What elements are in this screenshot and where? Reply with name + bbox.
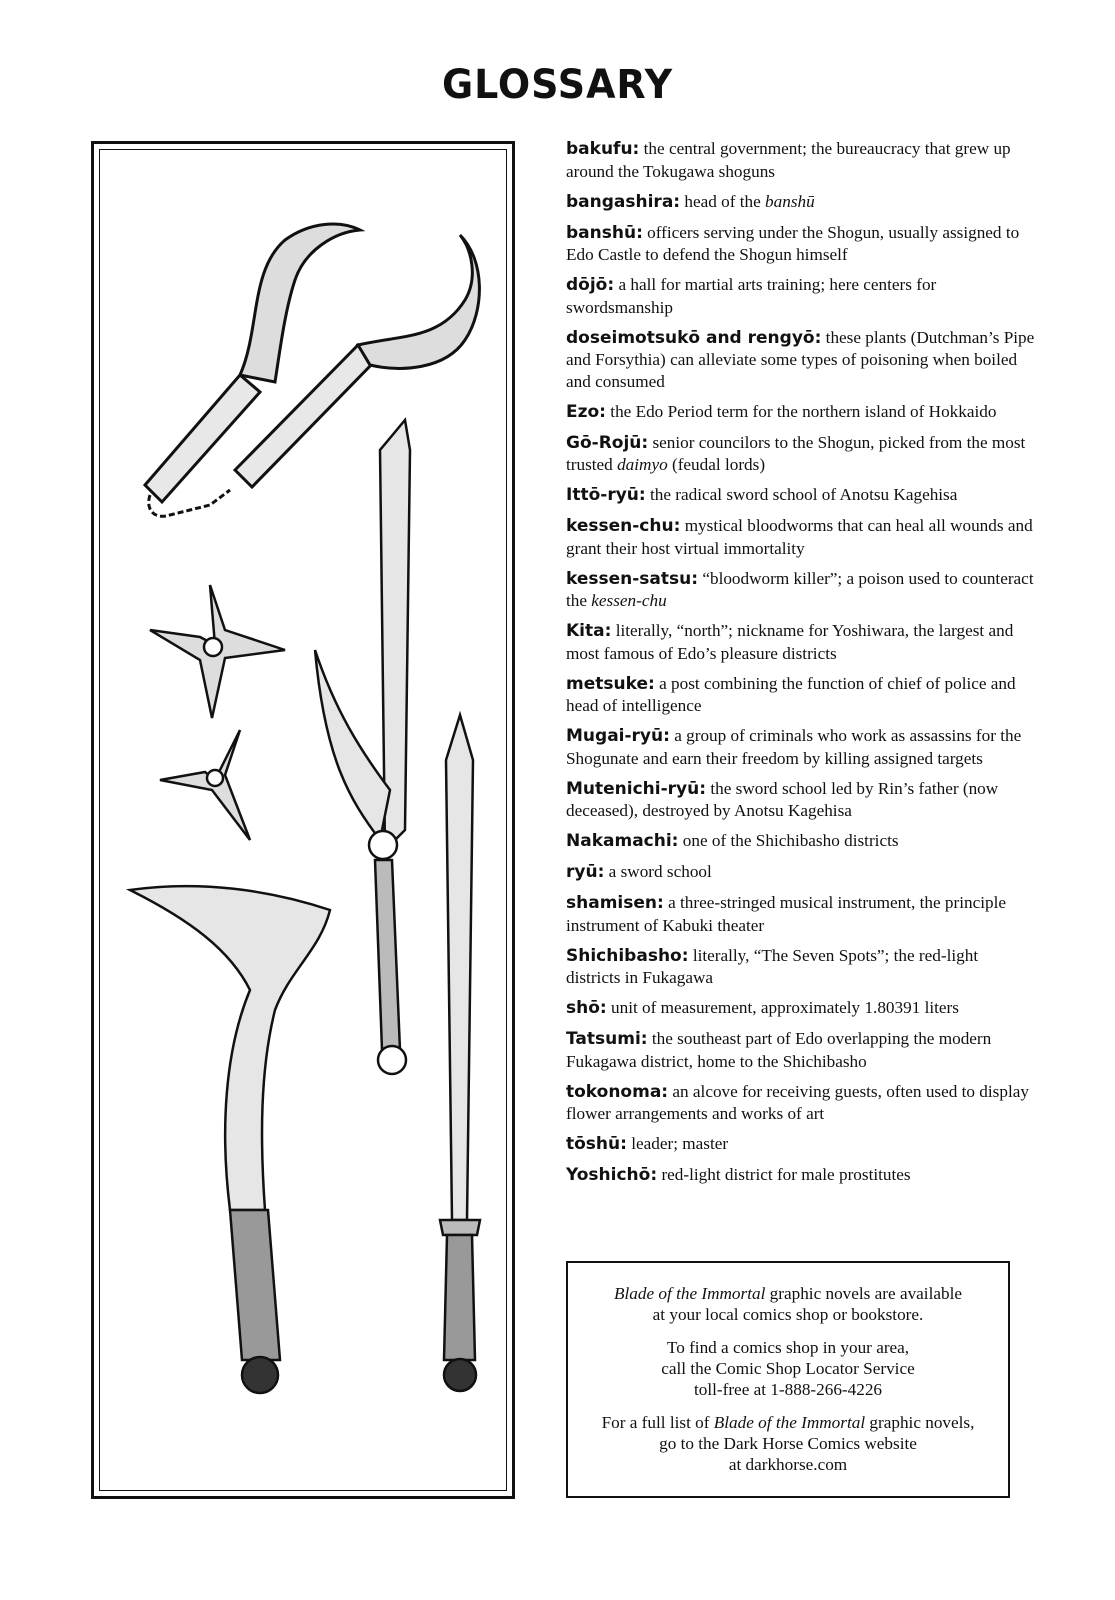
info-text: at darkhorse.com <box>728 1455 848 1474</box>
glossary-term: Shichibasho: <box>566 945 689 966</box>
weapons-illustration <box>100 150 510 1494</box>
shuriken-large-drawing <box>150 585 285 718</box>
glossary-definition-italic: banshū <box>765 191 815 211</box>
shuriken-small-drawing <box>160 730 250 840</box>
glossary-definition: “bloodworm killer”; a poison used to counteract the <box>566 568 1034 610</box>
glossary-definition: the central government; the bureaucracy that grew up around the Tokugawa shoguns <box>566 139 1011 181</box>
glossary-definition: a hall for martial arts training; here centers for swordsmanship <box>566 275 937 317</box>
glossary-definition: the radical sword school of Anotsu Kagehisa <box>645 485 958 504</box>
glossary-definition: head of the <box>680 191 766 211</box>
glossary-entry <box>566 401 1036 424</box>
glossary-term: tōshū: <box>566 1134 627 1154</box>
glossary-term: tokonoma: <box>566 1081 669 1102</box>
info-paragraph-website <box>584 1412 992 1475</box>
glossary-definition: the southeast part of Edo overlapping the modern Fukagawa district, home to the Shichibasho <box>566 1029 992 1071</box>
glossary-entry <box>566 274 1036 318</box>
info-text: To find a comics shop in your area, <box>666 1338 910 1357</box>
glossary-entry <box>566 191 1036 214</box>
glossary-definition: literally, “The Seven Spots”; the red-light districts in Fukagawa <box>566 945 979 987</box>
info-text: For a full list of <box>601 1413 714 1432</box>
glossary-entry <box>566 1081 1036 1125</box>
glossary-entry <box>566 1133 1036 1156</box>
trident-blade-drawing <box>315 420 410 1074</box>
glossary-definition: leader; master <box>626 1134 729 1153</box>
glossary-term: Mutenichi-ryū: <box>566 778 707 799</box>
info-text: call the Comic Shop Locator Service <box>661 1359 915 1378</box>
info-text: graphic novels are available <box>765 1284 962 1303</box>
glossary-term: doseimotsukō and rengyō: <box>566 327 822 348</box>
info-text: go to the Dark Horse Comics website <box>659 1434 917 1453</box>
glossary-entry <box>566 945 1036 989</box>
glossary-list <box>566 138 1036 1195</box>
illustration-frame <box>91 141 515 1499</box>
glossary-definition: senior councilors to the Shogun, picked from the most trusted <box>566 432 1026 474</box>
glossary-entry <box>566 861 1036 884</box>
glossary-definition-italic: daimyo <box>617 455 668 474</box>
info-paragraph-availability <box>584 1283 992 1325</box>
glossary-definition: one of the Shichibasho districts <box>678 831 899 850</box>
info-text-italic: Blade of the Immortal <box>614 1284 766 1303</box>
glossary-entry <box>566 484 1036 507</box>
glossary-entry <box>566 515 1036 559</box>
glossary-definition: a three-stringed musical instrument, the principle instrument of Kabuki theater <box>566 893 1007 935</box>
glossary-term: Mugai-ryū: <box>566 726 670 746</box>
info-text: at your local comics shop or bookstore. <box>652 1305 924 1324</box>
glossary-term: Tatsumi: <box>566 1029 648 1049</box>
glossary-entry <box>566 327 1036 393</box>
glossary-entry <box>566 432 1036 476</box>
glossary-term: dōjō: <box>566 275 615 295</box>
availability-info-box <box>566 1261 1010 1498</box>
info-text: toll-free at 1-888-266-4226 <box>693 1380 883 1399</box>
straight-sword-drawing <box>440 715 480 1391</box>
page-title: GLOSSARY <box>441 62 674 108</box>
glossary-definition: (feudal lords) <box>667 455 766 474</box>
glossary-term: shamisen: <box>566 893 664 913</box>
glossary-term: shō: <box>566 998 607 1018</box>
glossary-term: kessen-satsu: <box>566 568 699 589</box>
glossary-term: kessen-chu: <box>566 516 681 536</box>
glossary-definition: an alcove for receiving guests, often used to display flower arrangements and works of art <box>566 1081 1029 1123</box>
glossary-definition: a post combining the function of chief of police and head of intelligence <box>566 673 1016 715</box>
info-paragraph-shop-locator <box>584 1337 992 1400</box>
glossary-entry <box>566 892 1036 936</box>
glossary-definition: mystical bloodworms that can heal all wounds and grant their host virtual immortality <box>566 516 1033 558</box>
glossary-definition: unit of measurement, approximately 1.80391 liters <box>606 998 959 1017</box>
info-text: graphic novels, <box>865 1413 975 1432</box>
glossary-definition: these plants (Dutchman’s Pipe and Forsythia) can alleviate some types of poisoning when boiled and consumed <box>566 327 1035 391</box>
glossary-term: bakufu: <box>566 139 640 159</box>
glossary-term: ryū: <box>566 862 605 882</box>
info-text-italic: Blade of the Immortal <box>713 1413 866 1432</box>
glossary-term: metsuke: <box>566 673 655 694</box>
glossary-entry <box>566 997 1036 1020</box>
glossary-entry <box>566 1028 1036 1072</box>
glossary-entry <box>566 1164 1036 1187</box>
glossary-definition: the Edo Period term for the northern island of Hokkaido <box>606 401 997 421</box>
glossary-term: Kita: <box>566 621 612 641</box>
glossary-entry <box>566 725 1036 769</box>
glossary-term: Ittō-ryū: <box>566 485 646 505</box>
glossary-term: Yoshichō: <box>566 1165 658 1185</box>
glossary-definition: a sword school <box>604 862 712 881</box>
illustration-panel <box>99 149 507 1491</box>
glossary-entry <box>566 673 1036 717</box>
glossary-definition: red-light district for male prostitutes <box>657 1165 911 1184</box>
glossary-entry <box>566 778 1036 822</box>
glossary-definition: a group of criminals who work as assassins for the Shogunate and earn their freedom by killing assigned targets <box>566 726 1022 768</box>
glossary-term: Gō-Rojū: <box>566 432 649 453</box>
hooked-blade-drawing <box>130 886 330 1393</box>
glossary-term: Ezo: <box>566 401 606 422</box>
glossary-term: Nakamachi: <box>566 831 679 851</box>
glossary-entry <box>566 222 1036 266</box>
glossary-term: banshū: <box>566 222 643 243</box>
glossary-entry <box>566 620 1036 664</box>
glossary-definition-italic: kessen-chu <box>591 591 667 610</box>
glossary-entry <box>566 830 1036 853</box>
glossary-definition: literally, “north”; nickname for Yoshiwara, the largest and most famous of Edo’s pleasure districts <box>566 621 1014 663</box>
glossary-definition: the sword school led by Rin’s father (now deceased), destroyed by Anotsu Kagehisa <box>566 778 999 820</box>
glossary-entry <box>566 138 1036 182</box>
glossary-term: bangashira: <box>566 191 681 212</box>
glossary-entry <box>566 568 1036 612</box>
chained-sickles-drawing <box>145 224 479 516</box>
glossary-definition: officers serving under the Shogun, usually assigned to Edo Castle to defend the Shogun himself <box>566 222 1020 264</box>
